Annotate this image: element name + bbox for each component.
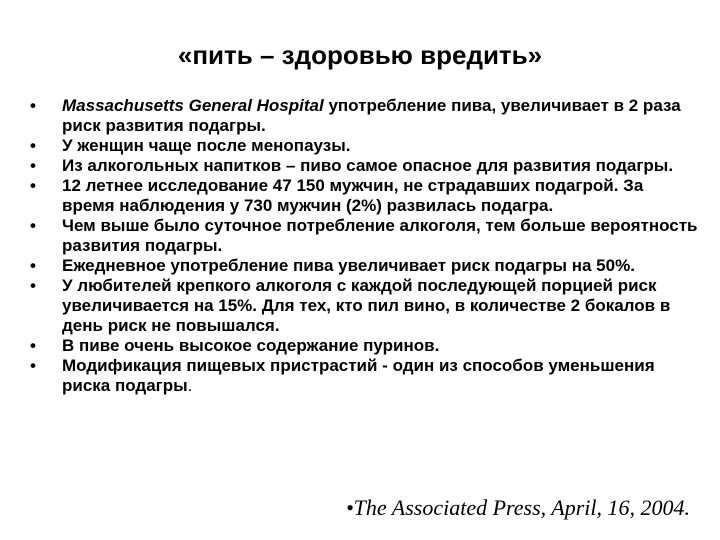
- bullet-text: Ежедневное употребление пива увеличивает риск подагры на 50%.: [62, 256, 635, 275]
- bullet-text: У женщин чаще после менопаузы.: [62, 136, 351, 155]
- bullet-item: [30, 156, 700, 176]
- bullet-marker: •: [30, 216, 36, 235]
- bullet-marker: •: [30, 336, 36, 355]
- bullet-item: [30, 176, 700, 216]
- bullet-marker: •: [30, 256, 36, 275]
- bullet-tail: .: [187, 376, 193, 395]
- bullet-marker: •: [30, 156, 36, 175]
- bullet-text: Чем выше было суточное потребление алкоголя, тем больше вероятность развития подагры.: [62, 216, 698, 255]
- bullet-marker: •: [30, 136, 36, 155]
- bullet-text: 12 летнее исследование 47 150 мужчин, не страдавших подагрой. За время наблюдения у 730 мужчин (2%) развилась подагра.: [62, 176, 644, 215]
- bullet-item: [30, 136, 700, 156]
- bullet-text: Из алкогольных напитков – пиво самое опасное для развития подагры.: [62, 156, 674, 175]
- bullet-item: [30, 96, 700, 136]
- bullet-text: употребление пива, увеличивает в 2 раза риск развития подагры.: [62, 96, 681, 135]
- slide-title: «пить – здоровью вредить»: [177, 40, 543, 70]
- source-citation: •The Associated Press, April, 16, 2004.: [345, 495, 690, 520]
- bullet-item: [30, 256, 700, 276]
- bullet-text: Модификация пищевых пристрастий - один из способов уменьшения риска подагры: [62, 356, 655, 395]
- bullet-marker: •: [30, 356, 36, 375]
- bullet-marker: •: [30, 96, 36, 115]
- hospital-name: Massachusetts General Hospital: [62, 96, 324, 115]
- bullet-item: [30, 356, 700, 396]
- bullet-text: У любителей крепкого алкоголя с каждой последующей порцией риск увеличивается на 15%. Для тех, кто пил вино, в количестве 2 бокалов в день риск не повышался.: [62, 276, 671, 335]
- bullet-list: [30, 96, 700, 396]
- bullet-text: В пиве очень высокое содержание пуринов.: [62, 336, 440, 355]
- bullet-item: [30, 276, 700, 336]
- bullet-marker: •: [30, 276, 36, 295]
- bullet-marker: •: [30, 176, 36, 195]
- bullet-item: [30, 216, 700, 256]
- bullet-item: [30, 336, 700, 356]
